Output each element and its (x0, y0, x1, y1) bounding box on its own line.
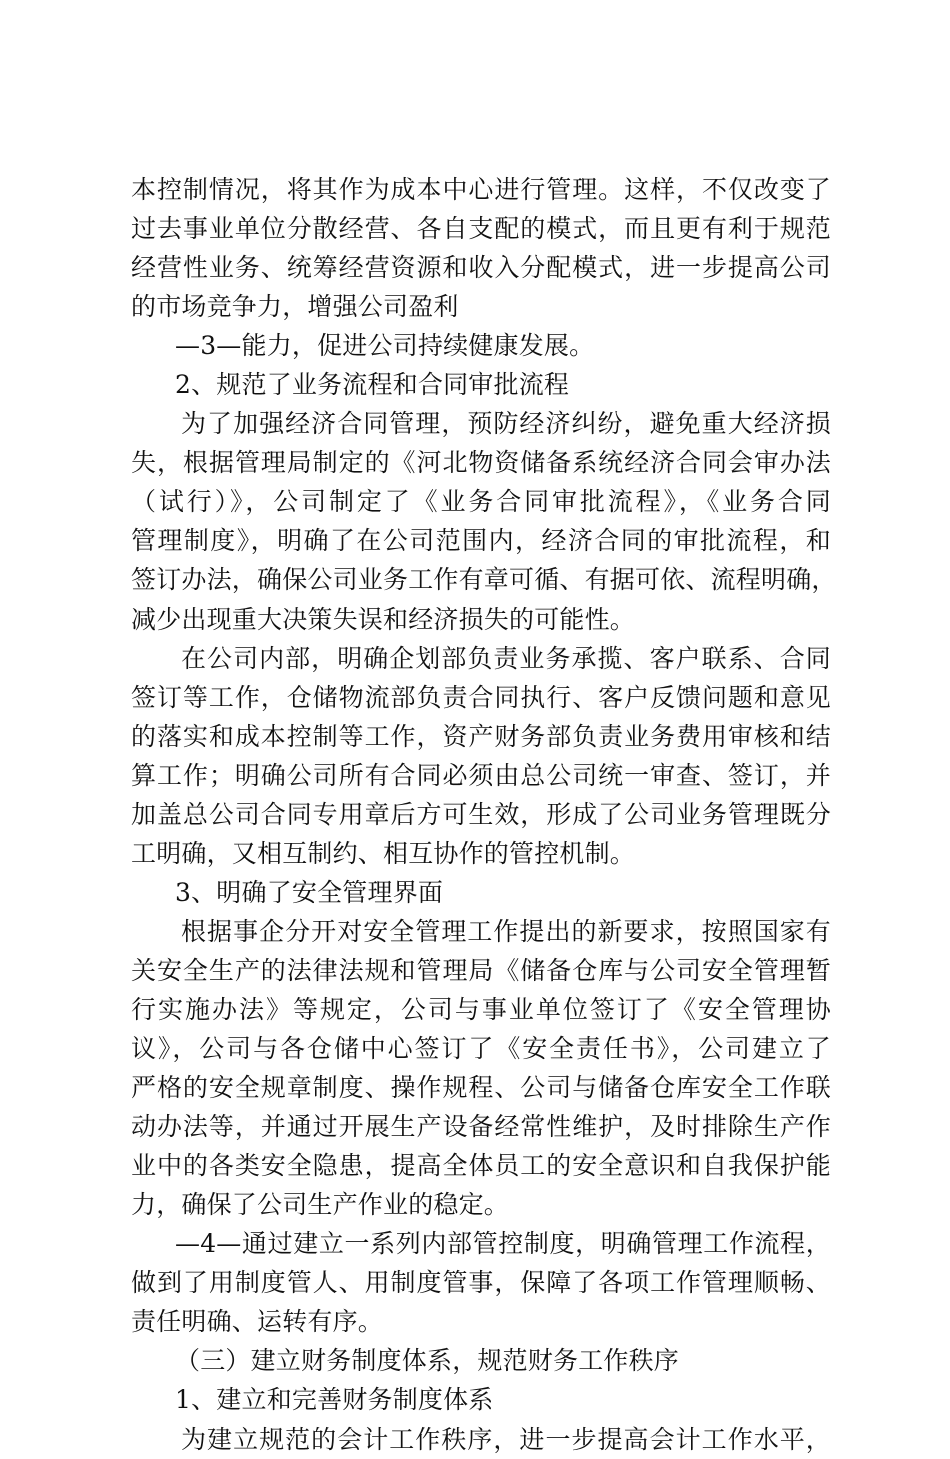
text-line: 力，确保了公司生产作业的稳定。 (131, 1190, 510, 1220)
section-heading: 3、明确了安全管理界面 (175, 877, 444, 907)
text-line: 行实施办法》等规定，公司与事业单位签订了《安全管理协 (131, 994, 831, 1024)
text-line: （试行）》，公司制定了《业务合同审批流程》，《业务合同 (131, 487, 831, 517)
paragraph-first-line: 根据事企分开对安全管理工作提出的新要求，按照国家有 (181, 916, 831, 946)
text-line: 工明确，又相互制约、相互协作的管控机制。 (131, 838, 636, 868)
text-line: 的落实和成本控制等工作，资产财务部负责业务费用审核和结 (131, 721, 831, 751)
text-line: 过去事业单位分散经营、各自支配的模式，而且更有利于规范 (131, 214, 831, 244)
text-line: 动办法等，并通过开展生产设备经常性维护，及时排除生产作 (131, 1112, 831, 1142)
page-number-line: —3—能力，促进公司持续健康发展。 (175, 331, 595, 361)
text-line: 议》，公司与各仓储中心签订了《安全责任书》，公司建立了 (131, 1034, 831, 1064)
text-line: 本控制情况，将其作为成本中心进行管理。这样，不仅改变了 (131, 175, 831, 204)
text-line: 签订等工作，仓储物流部负责合同执行、客户反馈问题和意见 (131, 682, 831, 712)
text-line: 严格的安全规章制度、操作规程、公司与储备仓库安全工作联 (131, 1073, 831, 1103)
page-number-line: —4—通过建立一系列内部管控制度，明确管理工作流程， (175, 1229, 831, 1259)
text-line: 失，根据管理局制定的《河北物资储备系统经济合同会审办法 (131, 448, 831, 478)
text-line: 加盖总公司合同专用章后方可生效，形成了公司业务管理既分 (131, 799, 831, 829)
document-body (131, 170, 837, 1459)
text-line: 责任明确、运转有序。 (131, 1307, 384, 1337)
paragraph-first-line: 为建立规范的会计工作秩序，进一步提高会计工作水平， (181, 1424, 831, 1454)
text-line: 经营性业务、统筹经营资源和收入分配模式，进一步提高公司 (131, 253, 831, 283)
paragraph-first-line: 为了加强经济合同管理，预防经济纠纷，避免重大经济损 (181, 409, 831, 439)
paragraph-first-line: 在公司内部，明确企划部负责业务承揽、客户联系、合同 (181, 643, 831, 673)
text-line: 算工作；明确公司所有合同必须由总公司统一审查、签订，并 (131, 760, 831, 790)
section-heading: 1、建立和完善财务制度体系 (175, 1385, 494, 1415)
text-line: 的市场竞争力，增强公司盈利 (131, 292, 459, 322)
text-line: 管理制度》，明确了在公司范围内，经济合同的审批流程，和 (131, 526, 831, 556)
text-line: 做到了用制度管人、用制度管事，保障了各项工作管理顺畅、 (131, 1268, 831, 1298)
text-line: 关安全生产的法律法规和管理局《储备仓库与公司安全管理暂 (131, 955, 831, 985)
text-line: 业中的各类安全隐患，提高全体员工的安全意识和自我保护能 (131, 1151, 831, 1181)
section-heading: （三）建立财务制度体系，规范财务工作秩序 (175, 1346, 680, 1376)
text-line: 减少出现重大决策失误和经济损失的可能性。 (131, 604, 636, 634)
text-line: 签订办法，确保公司业务工作有章可循、有据可依、流程明确， (131, 565, 837, 595)
section-heading: 2、规范了业务流程和合同审批流程 (175, 370, 570, 400)
